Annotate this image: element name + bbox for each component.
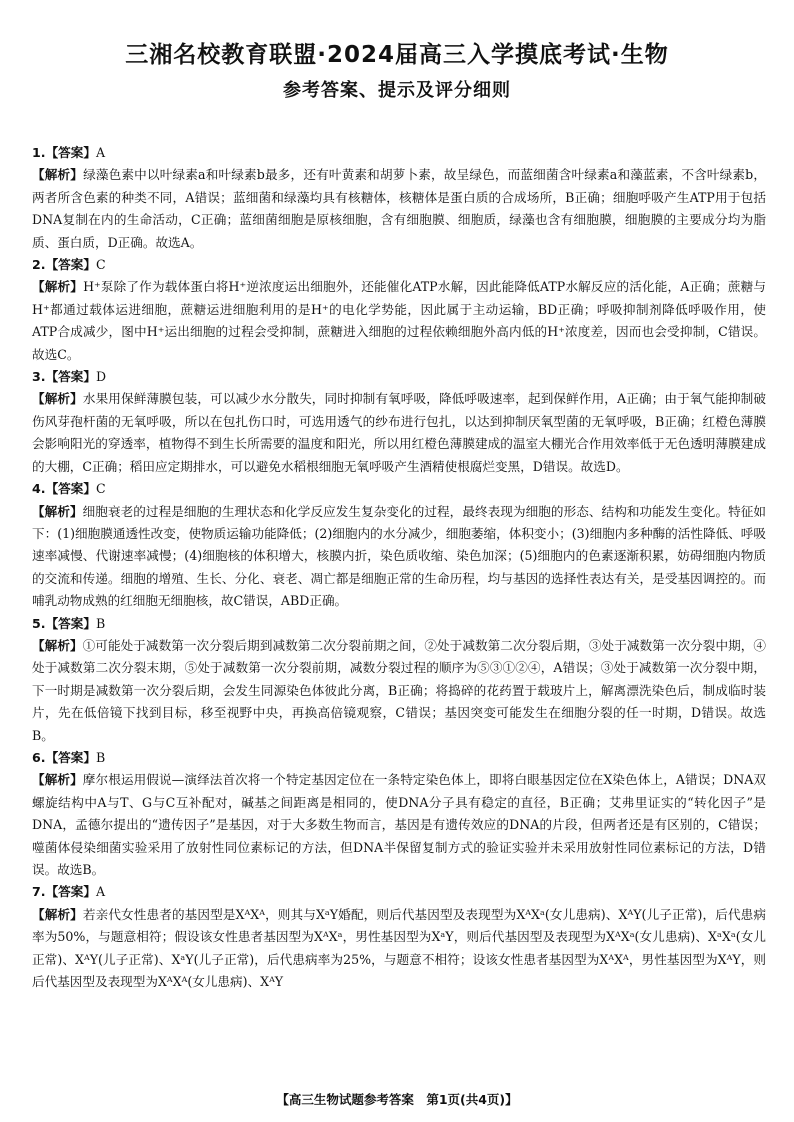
answer-value: B	[95, 615, 106, 631]
answer-tag: 【答案】	[45, 615, 96, 631]
answer-value: A	[95, 884, 106, 900]
analysis-paragraph	[32, 501, 766, 613]
page-subtitle: 参考答案、提示及评分细则	[283, 80, 511, 101]
answers-list	[32, 142, 766, 993]
answer-line	[32, 613, 766, 635]
answer-value: D	[95, 369, 107, 385]
analysis-paragraph	[32, 276, 766, 366]
answer-value: A	[95, 145, 106, 160]
question-number: 1.	[32, 145, 46, 160]
analysis-text: ①可能处于减数第一次分裂后期到减数第二次分裂前期之间，②处于减数第二次分裂后期，③处于减数第一次分裂中期，④处于减数第二次分裂末期，⑤处于减数第一次分裂前期，减数分裂过程的顺序为⑤③①②④，A错误；③处于减数第一次分裂中期，下一时期是减数第一次分裂后期，会发生同源染色体彼此分离，B正确；将捣碎的花药置于载玻片上，解离漂洗染色后，制成临时装片，先在低倍镜下找到目标，移至视野中央，再换高倍镜观察，C错误；基因突变可能发生在细胞分裂的任一时期，D错误。故选B。	[32, 637, 766, 743]
answer-line	[32, 478, 766, 500]
question-3	[32, 366, 766, 478]
answer-tag: 【答案】	[45, 369, 96, 385]
question-number: 3.	[32, 369, 46, 385]
analysis-paragraph	[32, 388, 766, 478]
analysis-tag: 【解析】	[32, 503, 83, 519]
analysis-paragraph	[32, 769, 766, 881]
question-number: 2.	[32, 257, 46, 273]
answer-tag: 【答案】	[45, 145, 96, 160]
question-number: 7.	[32, 884, 46, 900]
analysis-tag: 【解析】	[32, 637, 83, 653]
analysis-paragraph	[32, 164, 766, 254]
analysis-text: H⁺泵除了作为载体蛋白将H⁺逆浓度运出细胞外，还能催化ATP水解，因此能降低ATP水解反应的活化能，A正确；蔗糖与H⁺都通过载体运进细胞，蔗糖运进细胞利用的是H⁺的电化学势能，因此属于主动运输，BD正确；呼吸抑制剂降低呼吸作用，使ATP合成减少，图中H⁺运出细胞的过程会受抑制，蔗糖进入细胞的过程依赖细胞外高内低的H⁺浓度差，因而也会受抑制，C错误。故选C。	[32, 279, 766, 362]
answer-tag: 【答案】	[45, 749, 96, 765]
question-number: 5.	[32, 615, 46, 631]
analysis-text: 若亲代女性患者的基因型是XᴬXᴬ，则其与XᵃY婚配，则后代基因型及表现型为XᴬXᵃ(女儿患病)、XᴬY(儿子正常)，后代患病率为50%，与题意相符；假设该女性患者基因型为XᴬXᵃ，男性基因型为XᵃY，则后代基因型及表现型为XᴬXᵃ(女儿患病)、XᵃXᵃ(女儿正常)、XᴬY(儿子正常)、XᵃY(儿子正常)，后代患病率为25%，与题意不相符；设该女性患者基因型为XᴬXᴬ，男性基因型为XᴬY，则后代基因型及表现型为XᴬXᴬ(女儿患病)、XᴬY	[32, 906, 766, 990]
answer-line	[32, 881, 766, 903]
question-7	[32, 881, 766, 993]
question-1	[32, 142, 766, 254]
answer-line	[32, 747, 766, 769]
analysis-text: 绿藻色素中以叶绿素a和叶绿素b最多，还有叶黄素和胡萝卜素，故呈绿色，而蓝细菌含叶绿素a和藻蓝素，不含叶绿素b，两者所含色素的种类不同，A错误；蓝细菌和绿藻均具有核糖体，核糖体是蛋白质的合成场所，B正确；细胞呼吸产生ATP用于包括DNA复制在内的生命活动，C正确；蓝细菌细胞是原核细胞，含有细胞膜、细胞质，绿藻也含有细胞膜，细胞膜的主要成分均为脂质、蛋白质，D正确。故选A。	[32, 167, 767, 250]
analysis-paragraph	[32, 904, 766, 994]
answer-value: C	[95, 481, 106, 497]
question-number: 6.	[32, 749, 46, 765]
analysis-text: 摩尔根运用假说—演绎法首次将一个特定基因定位在一条特定染色体上，即将白眼基因定位在X染色体上，A错误；DNA双螺旋结构中A与T、G与C互补配对，碱基之间距离是相同的，使DNA分子具有稳定的直径，B正确；艾弗里证实的“转化因子”是DNA，孟德尔提出的“遗传因子”是基因，对于大多数生物而言，基因是有遗传效应的DNA的片段，但两者还是有区别的，C错误；噬菌体侵染细菌实验采用了放射性同位素标记的方法，但DNA半保留复制方式的验证实验并未采用放射性同位素标记的方法，D错误。故选B。	[32, 772, 767, 877]
question-2	[32, 254, 766, 366]
question-4	[32, 478, 766, 612]
analysis-tag: 【解析】	[32, 279, 84, 295]
answer-value: C	[95, 257, 106, 273]
answer-line	[32, 142, 766, 164]
analysis-tag: 【解析】	[32, 906, 83, 922]
answer-line	[32, 366, 766, 388]
answer-tag: 【答案】	[45, 481, 96, 497]
analysis-text: 水果用保鲜薄膜包装，可以减少水分散失，同时抑制有氧呼吸，降低呼吸速率，起到保鲜作用，A正确；由于氧气能抑制破伤风芽孢杆菌的无氧呼吸，所以在包扎伤口时，可选用透气的纱布进行包扎，以达到抑制厌氧型菌的无氧呼吸，B正确；红橙色薄膜会影响阳光的穿透率，植物得不到生长所需要的温度和阳光，所以用红橙色薄膜建成的温室大棚光合作用效率低于无色透明薄膜建成的大棚，C正确；稻田应定期排水，可以避免水稻根细胞无氧呼吸产生酒精使根腐烂变黑，D错误。故选D。	[32, 391, 766, 474]
answer-tag: 【答案】	[45, 884, 96, 900]
analysis-text: 细胞衰老的过程是细胞的生理状态和化学反应发生复杂变化的过程，最终表现为细胞的形态、结构和功能发生变化。特征如下：(1)细胞膜通透性改变，使物质运输功能降低；(2)细胞内的水分减少，细胞萎缩，体积变小；(3)细胞内多种酶的活性降低、呼吸速率减慢、代谢速率减慢；(4)细胞核的体积增大，核膜内折，染色质收缩、染色加深；(5)细胞内的色素逐渐积累，妨碍细胞内物质的交流和传递。细胞的增殖、生长、分化、衰老、凋亡都是细胞正常的生命历程，均与基因的选择性表达有关，是受基因调控的。而哺乳动物成熟的红细胞无细胞核，故C错误，ABD正确。	[32, 503, 766, 609]
question-5	[32, 613, 766, 747]
question-number: 4.	[32, 481, 46, 497]
analysis-tag: 【解析】	[32, 772, 83, 788]
question-6	[32, 747, 766, 881]
page-footer: 【高三生物试题参考答案 第1页(共4页)】	[276, 1092, 518, 1107]
page-title: 三湘名校教育联盟·2024届高三入学摸底考试·生物	[125, 42, 669, 68]
answer-value: B	[95, 749, 106, 765]
answer-line	[32, 254, 766, 276]
analysis-tag: 【解析】	[32, 167, 84, 183]
answer-tag: 【答案】	[45, 257, 96, 273]
analysis-paragraph	[32, 635, 766, 747]
analysis-tag: 【解析】	[32, 391, 83, 407]
